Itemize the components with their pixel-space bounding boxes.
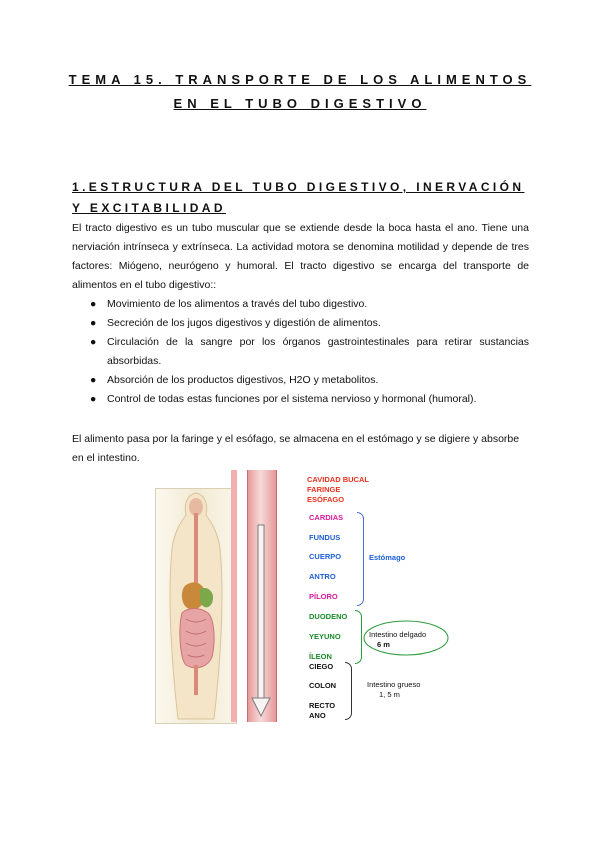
list-item bbox=[72, 333, 529, 371]
list-item bbox=[72, 390, 529, 409]
label-colon: COLON bbox=[309, 681, 337, 690]
page-title-line-2: EN EL TUBO DIGESTIVO bbox=[173, 96, 427, 111]
label-esofago: ESÓFAGO bbox=[307, 495, 345, 504]
stomach-bracket bbox=[357, 512, 364, 606]
label-yeyuno: YEYUNO bbox=[309, 632, 341, 641]
digestive-tube bbox=[247, 470, 277, 722]
intro-paragraph: El tracto digestivo es un tubo muscular que se extiende desde la boca hasta el ano. Tiene una nerviación intrínseca y extrínseca. La actividad motora se denomina motilidad y depende de tres factores: Miógeno, neurógeno y humoral. El tracto digestivo se encarga del transporte de alimentos en el tubo digestivo:: bbox=[72, 222, 529, 291]
list-item-text: Absorción de los productos digestivos, H2O y metabolitos. bbox=[107, 374, 379, 386]
label-duodeno: DUODENO bbox=[309, 612, 348, 621]
label-intestino-delgado-length: 6 m bbox=[377, 640, 390, 649]
bullet-icon: ● bbox=[90, 336, 97, 348]
label-intestino-grueso-length: 1, 5 m bbox=[379, 690, 400, 699]
list-item bbox=[72, 295, 529, 314]
label-cuerpo: CUERPO bbox=[309, 552, 342, 561]
small-intestine-bracket bbox=[355, 610, 362, 664]
outro-paragraph: El alimento pasa por la faringe y el esófago, se almacena en el estómago y se digiere y absorbe en el intestino. bbox=[72, 433, 520, 464]
label-ileon: ÍLEON bbox=[309, 652, 332, 661]
list-item-text: Secreción de los jugos digestivos y digestión de alimentos. bbox=[107, 317, 381, 329]
label-intestino-grueso: Intestino grueso bbox=[367, 680, 421, 689]
bullet-icon: ● bbox=[90, 393, 97, 405]
label-ciego: CIEGO bbox=[309, 662, 334, 671]
label-intestino-delgado: Intestino delgado bbox=[369, 630, 427, 639]
list-item-text: Control de todas estas funciones por el sistema nervioso y hormonal (humoral). bbox=[107, 393, 477, 405]
bullet-icon: ● bbox=[90, 317, 97, 329]
page-title-line-1: TEMA 15. TRANSPORTE DE LOS ALIMENTOS bbox=[68, 72, 532, 87]
anatomy-illustration bbox=[155, 488, 237, 724]
label-antro: ANTRO bbox=[309, 572, 336, 581]
label-cardias: CARDIAS bbox=[309, 513, 344, 522]
label-faringe: FARINGE bbox=[307, 485, 341, 494]
label-fundus: FUNDUS bbox=[309, 533, 341, 542]
label-estomago: Estómago bbox=[369, 553, 406, 562]
bullet-list bbox=[72, 295, 529, 409]
tube-edge bbox=[231, 470, 237, 722]
bullet-icon: ● bbox=[90, 298, 97, 310]
list-item bbox=[72, 314, 529, 333]
list-item-text: Circulación de la sangre por los órganos gastrointestinales para retirar sustancias absorbidas. bbox=[107, 336, 529, 367]
digestive-tract-figure bbox=[155, 470, 455, 725]
section-heading: 1.ESTRUCTURA DEL TUBO DIGESTIVO, INERVACIÓN Y EXCITABILIDAD bbox=[72, 180, 525, 215]
list-item-text: Movimiento de los alimentos a través del tubo digestivo. bbox=[107, 298, 368, 310]
down-arrow-icon bbox=[248, 470, 276, 722]
label-cavidad-bucal: CAVIDAD BUCAL bbox=[307, 475, 369, 484]
label-ano: ANO bbox=[309, 711, 326, 720]
label-recto: RECTO bbox=[309, 701, 336, 710]
list-item bbox=[72, 371, 529, 390]
label-piloro: PÍLORO bbox=[309, 592, 338, 601]
large-intestine-bracket bbox=[345, 662, 352, 720]
human-torso-icon bbox=[156, 489, 236, 723]
bullet-icon: ● bbox=[90, 374, 97, 386]
